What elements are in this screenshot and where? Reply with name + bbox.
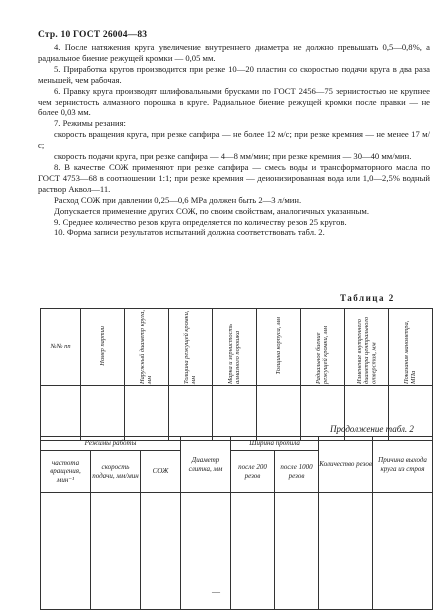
table3-empty-row [41,493,433,610]
table2-header-edge-thickness: Толщина режущей кромки, мм [169,309,213,386]
paragraph-7-speed: скорость вращения круга, при резке сапфира — не более 12 м/с; при резке кремния — не менее 17 м/с; [38,129,430,151]
table3-header-rotation: частота вращения, мин⁻¹ [41,451,91,493]
paragraph-5: 5. Приработка кругов производится при резке 10—20 пластин со скоростью подачи круга в два раза меньшей, чем рабочая. [38,63,430,85]
table3-header-after-200: после 200 резов [231,451,275,493]
table2-header-radial-runout: Радиальное биение режущей кромки, мм [301,309,345,386]
table2-header-diamond-grade: Марка и зернистость алмазного порошка [213,309,257,386]
paragraph-9: 9. Среднее количество резов круга определяется по количеству резов 25 кругов. [54,216,347,227]
paragraph-7-feed: скорость подачи круга, при резке сапфира — 4—8 мм/мин; при резке кремния — 30—40 мм/мин. [54,151,412,162]
table3-group-cut-width: Ширина пропила [231,437,319,451]
table3-header-failure-reason: Причина выхода круга из строя [373,437,433,493]
table2-header-body-thickness: Толщина корпуса, мм [257,309,301,386]
page-mark: — [212,587,220,596]
paragraph-8: 8. В качестве СОЖ применяют при резке сапфира — смесь воды и трансформаторного масла по ГОСТ 4753—68 в соотношении 1:1; при резке кремния — деионизированная вода или 1,0—2,5% водный раствор Аквол—11. [38,161,430,194]
page-header: Стр. 10 ГОСТ 26004—83 [38,30,148,40]
table2-header-outer-diameter: Наружный диаметр круга, мм [125,309,169,386]
table3-header-coolant: СОЖ [141,451,181,493]
paragraph-10: 10. Форма записи результатов испытаний должна соответствовать табл. 2. [54,227,325,238]
table2-header-manometer: Показания манометра, МПа [389,309,433,386]
table2-caption: Таблица 2 [340,293,395,303]
paragraph-6: 6. Правку круга производят шлифовальными брусками по ГОСТ 2456—75 зернистостью не крупнее чем зернистость алмазного порошка в круге. Радиальное биение режущей кромки после правки — не более 0,03 мм. [38,85,430,118]
paragraph-8-consumption: Расход СОЖ при давлении 0,25—0,6 МРа должен быть 2—3 л/мин. [54,194,302,205]
table2-header-inner-diameter-change: Изменение внутреннего диаметра центрального отверстия, мм [345,309,389,386]
paragraph-7-title: 7. Режимы резания: [54,118,126,129]
table3-header-feed: скорость подачи, мм/мин [91,451,141,493]
paragraph-8-other: Допускается применение других СОЖ, по своим свойствам, аналогичных указанным. [54,205,369,216]
table3-header-after-1000: после 1000 резов [275,451,319,493]
table-2 [40,308,433,441]
table2-header-batch: Номер партии [81,309,125,386]
paragraph-4: 4. После натяжения круга увеличение внутреннего диаметра не должно превышать 0,5—0,8%, а радиальное биение режущей кромки — 0,05 мм. [38,42,430,63]
table3-header-ingot-diameter: Диаметр слитка, мм [181,437,231,493]
table3-group-modes: Режимы работы [41,437,181,451]
body-text [38,42,430,238]
table3-header-cut-count: Количество резов [319,437,373,493]
table2-header-number: №№ пп [41,309,81,386]
table3-caption: Продолжение табл. 2 [330,424,414,434]
table-2-continuation [40,436,433,610]
